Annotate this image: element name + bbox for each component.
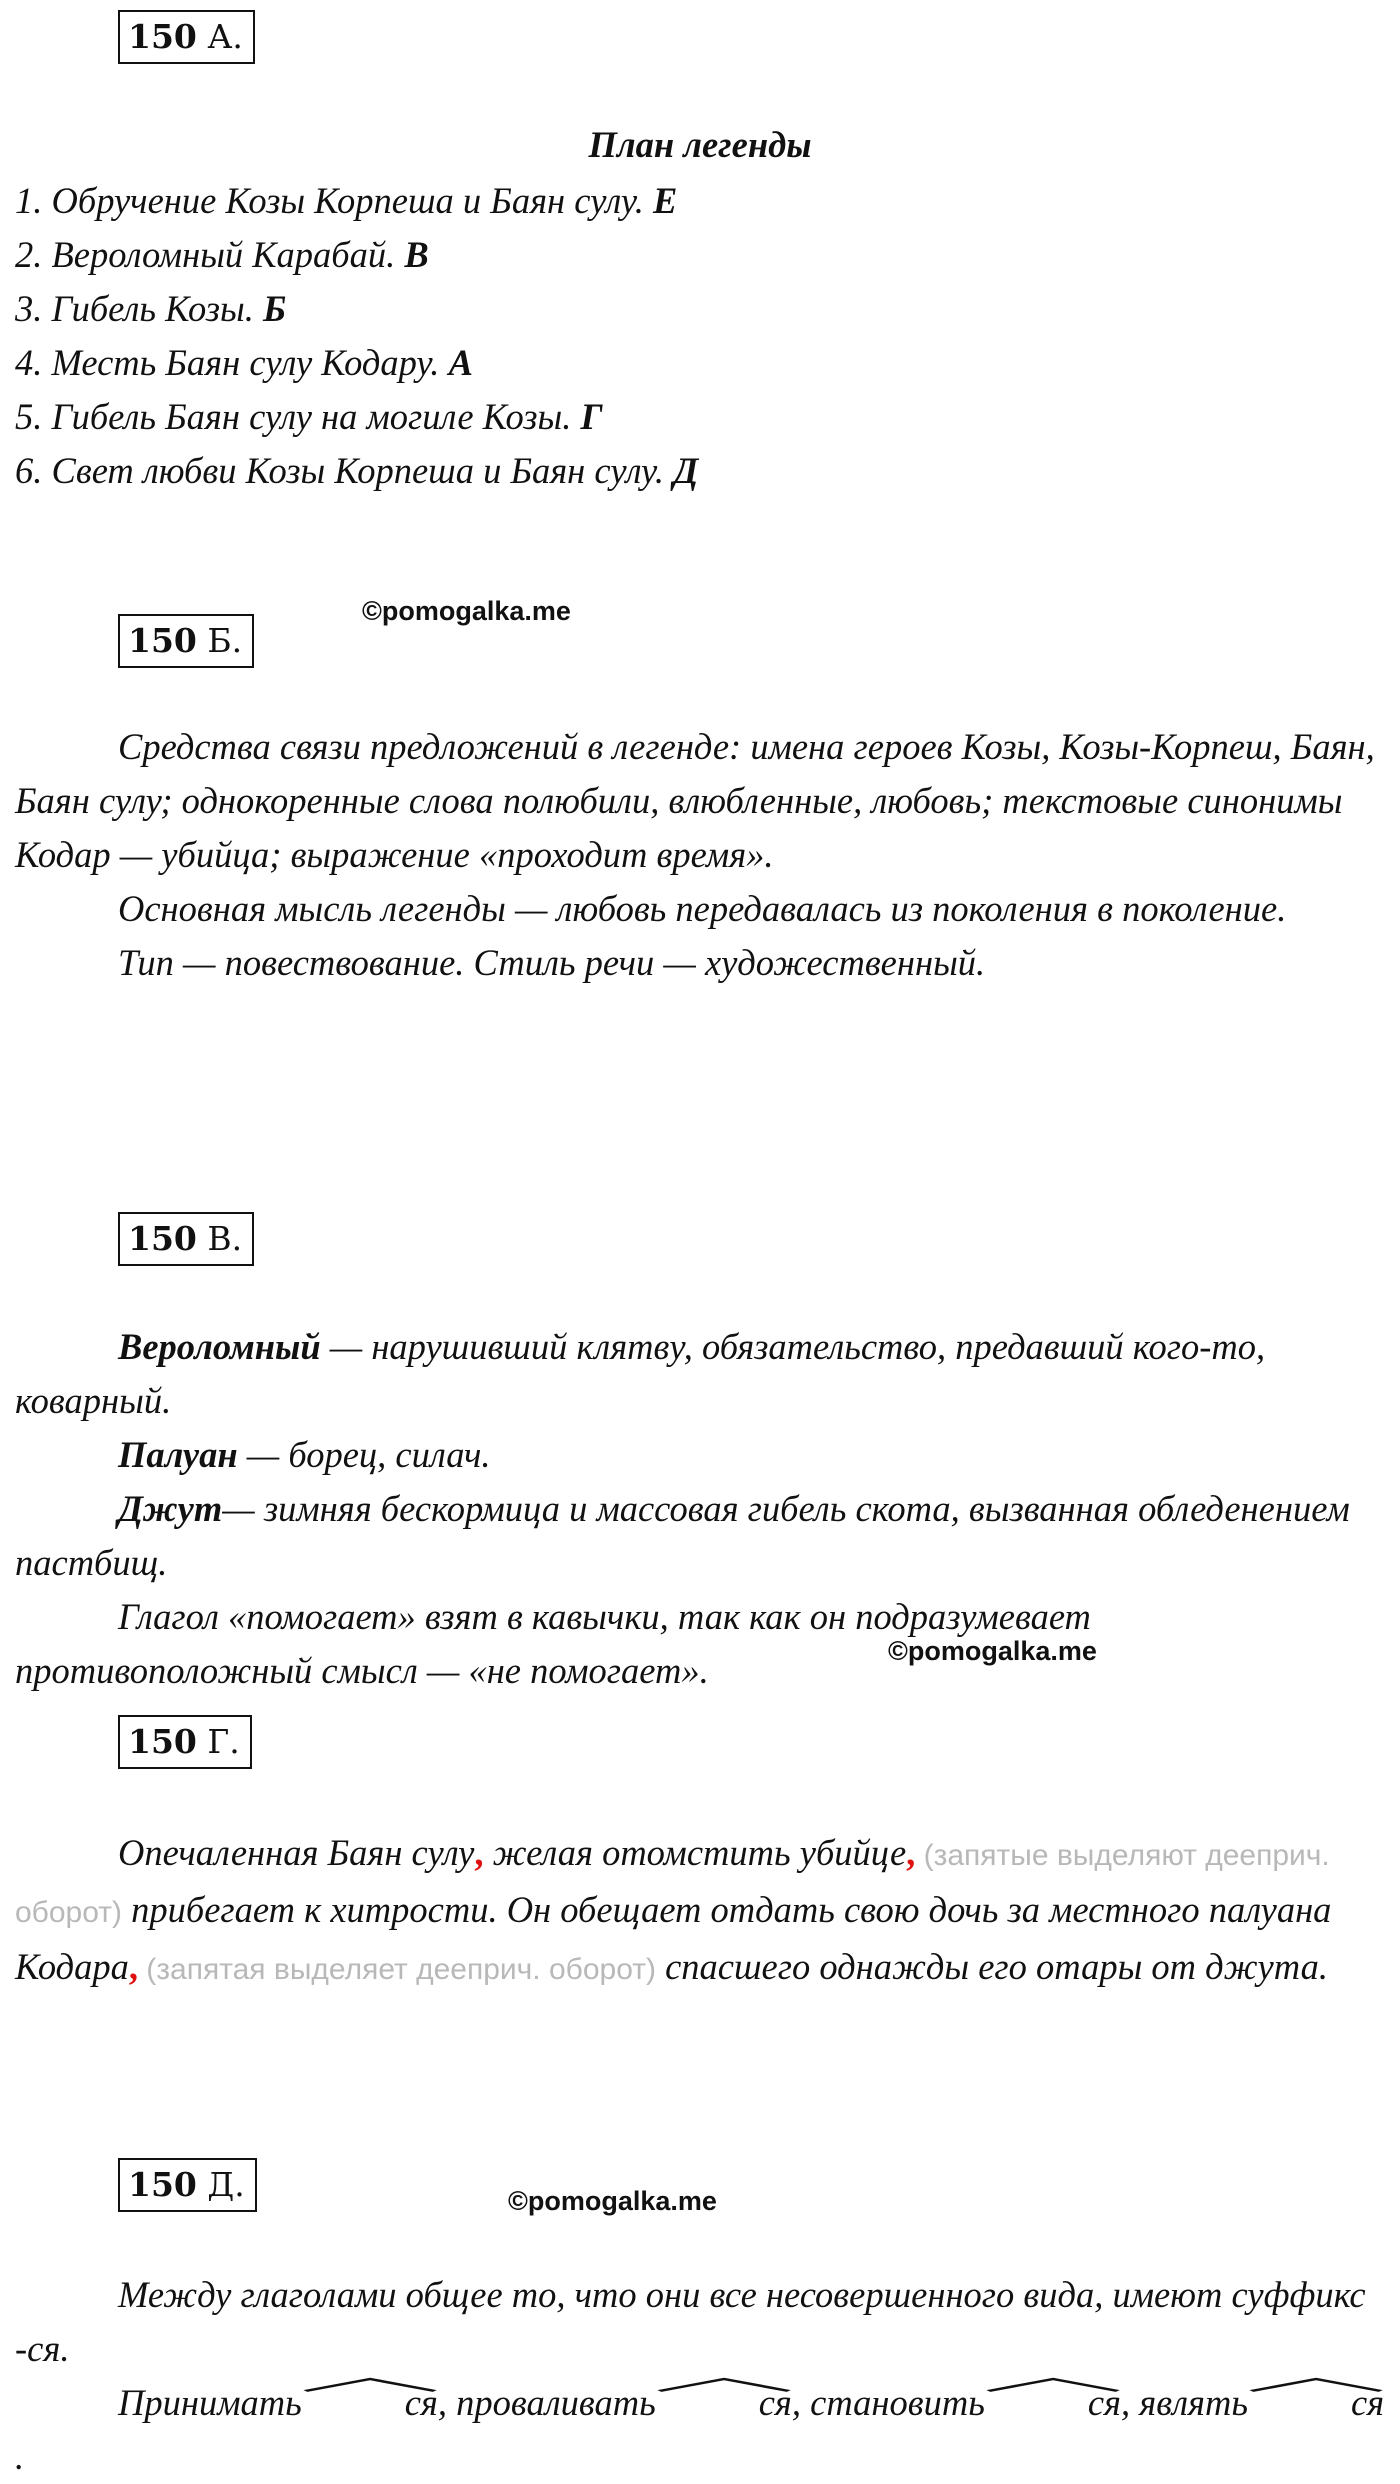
definition: Вероломный — нарушивший клятву, обязательство, предавший кого-то, коварный. [15, 1326, 1266, 1421]
suffix-arc-icon [1248, 2378, 1384, 2392]
plan-item: 1. Обручение Козы Корпеша и Баян сулу. Е [15, 180, 678, 221]
section-d-label [118, 2158, 257, 2212]
plan-title: План легенды [588, 124, 812, 165]
verb-list: Принимать ся, проваливать ся, становить ся, являть ся. [15, 2376, 1385, 2484]
paragraph: Основная мысль легенды — любовь передавалась из поколения в поколение. [118, 888, 1287, 929]
label-number: 150 [128, 2165, 197, 2204]
paragraph: Тип — повествование. Стиль речи — художественный. [118, 942, 986, 983]
definition-term: Джут [118, 1488, 223, 1529]
plan-answer: А [448, 342, 473, 383]
suffix-mark: ся [1248, 2376, 1384, 2430]
label-letter: Г. [207, 1722, 240, 1761]
red-comma: , [474, 1832, 484, 1873]
definition-term: Палуан [118, 1434, 238, 1475]
definition: Палуан — борец, силач. [118, 1434, 491, 1475]
plan-item: 4. Месть Баян сулу Кодару. А [15, 342, 473, 383]
section-b-label [118, 614, 254, 668]
red-comma: , [128, 1946, 138, 1987]
section-v-label [118, 1212, 254, 1266]
suffix-mark: ся [656, 2376, 792, 2430]
plan-answer: Е [653, 180, 678, 221]
plan-item: 2. Вероломный Карабай. В [15, 234, 429, 275]
label-letter: А. [207, 17, 243, 56]
label-letter: Д. [207, 2165, 245, 2204]
label-number: 150 [128, 621, 197, 660]
paragraph: Опечаленная Баян сулу, желая отомстить убийце, (запятые выделяют дееприч. оборот) прибегает к хитрости. Он обещает отдать свою дочь за местного палуана Кодара, (запятая выделяет дееприч. оборот) спасшего однажды его отары от джута. [15, 1832, 1332, 1987]
paragraph: Глагол «помогает» взят в кавычки, так как он подразумевает противоположный смысл — «не помогает». [15, 1596, 1091, 1691]
suffix-mark: ся [985, 2376, 1121, 2430]
watermark: ©pomogalka.me [362, 596, 571, 626]
section-g-text [15, 1826, 1385, 1997]
section-g-label [118, 1715, 252, 1769]
plan-answer: Д [673, 450, 699, 491]
definition: Джут— зимняя бескормица и массовая гибель скота, вызванная обледенением пастбищ. [15, 1488, 1350, 1583]
grammar-note: (запятая выделяет дееприч. оборот) [137, 1953, 656, 1986]
plan-item: 6. Свет любви Козы Корпеша и Баян сулу. Д [15, 450, 699, 491]
plan-item: 3. Гибель Козы. Б [15, 288, 287, 329]
plan-answer: Б [262, 288, 287, 329]
suffix-arc-icon [656, 2378, 792, 2392]
paragraph: Средства связи предложений в легенде: имена героев Козы, Козы-Корпеш, Баян, Баян сулу; однокоренные слова полюбили, влюбленные, любовь; текстовые синонимы Кодар — убийца; выражение «проходит время». [15, 726, 1375, 875]
label-letter: Б. [207, 621, 243, 660]
section-b-text [15, 720, 1385, 990]
plan-answer: В [404, 234, 429, 275]
red-comma: , [906, 1832, 916, 1873]
watermark: ©pomogalka.me [508, 2186, 717, 2216]
section-d-text [15, 2268, 1385, 2484]
plan-item: 5. Гибель Баян сулу на могиле Козы. Г [15, 396, 603, 437]
grammar-note: (запятые выделяют дееприч. оборот) [15, 1839, 1330, 1929]
suffix-arc-icon [985, 2378, 1121, 2392]
label-number: 150 [128, 17, 197, 56]
label-number: 150 [128, 1219, 197, 1258]
label-number: 150 [128, 1722, 197, 1761]
suffix-arc-icon [302, 2378, 438, 2392]
definition-term: Вероломный [118, 1326, 321, 1367]
watermark: ©pomogalka.me [888, 1636, 1097, 1666]
section-a-label [118, 10, 255, 64]
suffix-mark: ся [302, 2376, 438, 2430]
section-v-text [15, 1320, 1385, 1698]
label-letter: В. [207, 1219, 243, 1258]
paragraph: Между глаголами общее то, что они все несовершенного вида, имеют суффикс -ся. [15, 2274, 1366, 2369]
plan-answer: Г [580, 396, 603, 437]
